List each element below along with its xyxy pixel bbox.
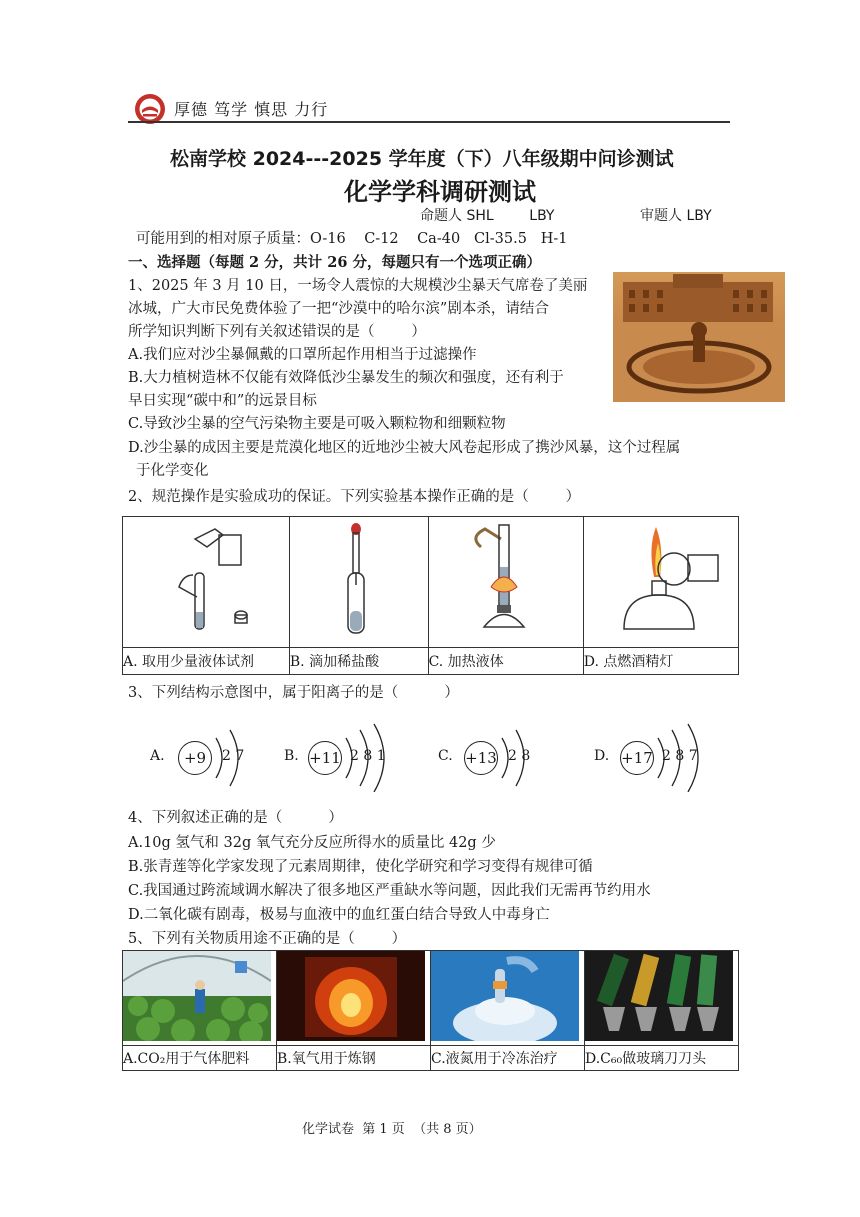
school-motto: 厚德 笃学 慎思 力行 <box>174 100 329 119</box>
q5-option-d: D.C₆₀做玻璃刀刀头 <box>585 1046 739 1071</box>
exam-subtitle: 化学学科调研测试 <box>344 178 536 206</box>
q2-option-c: C. 加热液体 <box>428 648 583 675</box>
q3-option-b-letter: B. <box>284 748 299 764</box>
dropper-test-tube-icon <box>290 517 426 643</box>
q5-photo-b <box>277 951 431 1046</box>
q2-figure-a <box>123 517 290 648</box>
glass-cutter-photo <box>585 951 733 1041</box>
q3-option-a <box>150 722 260 792</box>
page-footer: 化学试卷 第 1 页 （共 8 页） <box>302 1122 482 1137</box>
q3-option-b <box>284 722 404 792</box>
q5-option-b: B.氧气用于炼钢 <box>277 1046 431 1071</box>
q5-photo-d <box>585 951 739 1046</box>
q3-option-d-shells: 2 8 7 <box>662 748 698 764</box>
q2-option-b: B. 滴加稀盐酸 <box>289 648 428 675</box>
steelmaking-furnace-photo <box>277 951 425 1041</box>
reviewer-line <box>640 205 712 225</box>
q1-option-b-cont: 早日实现“碳中和”的远景目标 <box>128 393 317 409</box>
q3-option-a-shells: 2 7 <box>222 748 245 764</box>
atomic-mass-note: 可能用到的相对原子质量：O-16 C-12 Ca-40 Cl-35.5 H-1 <box>136 231 568 247</box>
q3-option-c <box>438 722 548 792</box>
author-label: 命题人 <box>420 208 462 224</box>
q4-option-c: C.我国通过跨流域调水解决了很多地区严重缺水等问题，因此我们无需再节约用水 <box>128 883 651 899</box>
q5-option-c: C.液氮用于冷冻治疗 <box>431 1046 585 1071</box>
q3-option-c-shells: 2 8 <box>508 748 531 764</box>
header-rule <box>128 121 730 123</box>
greenhouse-photo <box>123 951 271 1041</box>
q4-stem: 4、下列叙述正确的是（ ） <box>128 810 343 826</box>
q1-line1: 1、2025 年 3 月 10 日，一场令人震惊的大规模沙尘暴天气席卷了美丽 <box>128 278 588 294</box>
q2-figure-c <box>428 517 583 648</box>
q4-option-b: B.张青莲等化学家发现了元素周期律，使化学研究和学习变得有规律可循 <box>128 859 593 875</box>
q3-stem: 3、下列结构示意图中，属于阳离子的是（ ） <box>128 685 459 701</box>
q1-option-a: A.我们应对沙尘暴佩戴的口罩所起作用相当于过滤操作 <box>128 347 477 363</box>
liquid-nitrogen-photo <box>431 951 579 1041</box>
pipette-dropper-icon <box>123 517 283 643</box>
q2-option-a: A. 取用少量液体试剂 <box>123 648 290 675</box>
q2-figure-d <box>583 517 738 648</box>
q3-option-a-letter: A. <box>150 748 165 764</box>
q1-option-d-cont: 于化学变化 <box>136 463 209 479</box>
author-names: SHL LBY <box>466 208 555 224</box>
q4-option-d: D.二氧化碳有剧毒，极易与血液中的血红蛋白结合导致人中毒身亡 <box>128 907 550 923</box>
exam-title: 松南学校 2024---2025 学年度（下）八年级期中问诊测试 <box>170 148 674 170</box>
q1-option-c: C.导致沙尘暴的空气污染物主要是可吸入颗粒物和细颗粒物 <box>128 416 506 432</box>
q3-option-a-nucleus: +9 <box>178 741 212 775</box>
author-line <box>420 205 554 225</box>
q3-option-c-letter: C. <box>438 748 453 764</box>
q3-option-b-nucleus: +11 <box>308 741 342 775</box>
q3-option-d-letter: D. <box>594 748 610 764</box>
q5-stem: 5、下列有关物质用途不正确的是（ ） <box>128 931 407 947</box>
q3-option-d-nucleus: +17 <box>620 741 654 775</box>
q5-photo-c <box>431 951 585 1046</box>
q1-line2: 冰城，广大市民免费体验了一把“沙漠中的哈尔滨”剧本杀，请结合 <box>128 301 549 317</box>
q3-option-c-nucleus: +13 <box>464 741 498 775</box>
q1-line3: 所学知识判断下列有关叙述错误的是（ ） <box>128 324 426 340</box>
reviewer-name: LBY <box>686 208 712 224</box>
q1-option-d: D.沙尘暴的成因主要是荒漠化地区的近地沙尘被大风卷起形成了携沙风暴，这个过程属 <box>128 440 681 456</box>
q3-option-d <box>594 722 724 792</box>
q5-uses-table <box>122 950 739 1071</box>
q2-operations-table <box>122 516 739 675</box>
q3-option-b-shells: 2 8 1 <box>350 748 386 764</box>
q1-option-b: B.大力植树造林不仅能有效降低沙尘暴发生的频次和强度，还有利于 <box>128 370 564 386</box>
q2-figure-b <box>289 517 428 648</box>
q2-stem: 2、规范操作是实验成功的保证。下列实验基本操作正确的是（ ） <box>128 489 581 505</box>
q5-photo-a <box>123 951 277 1046</box>
reviewer-label: 审题人 <box>640 208 682 224</box>
q2-option-d: D. 点燃酒精灯 <box>583 648 738 675</box>
sandstorm-photo <box>613 272 785 402</box>
q5-option-a: A.CO₂用于气体肥料 <box>123 1046 277 1071</box>
q4-option-a: A.10g 氢气和 32g 氧气充分反应所得水的质量比 42g 少 <box>128 835 496 851</box>
alcohol-lamp-heating-icon <box>429 517 579 643</box>
alcohol-lamp-lighting-icon <box>584 517 734 643</box>
section-heading: 一、选择题（每题 2 分，共计 26 分，每题只有一个选项正确） <box>128 254 541 271</box>
